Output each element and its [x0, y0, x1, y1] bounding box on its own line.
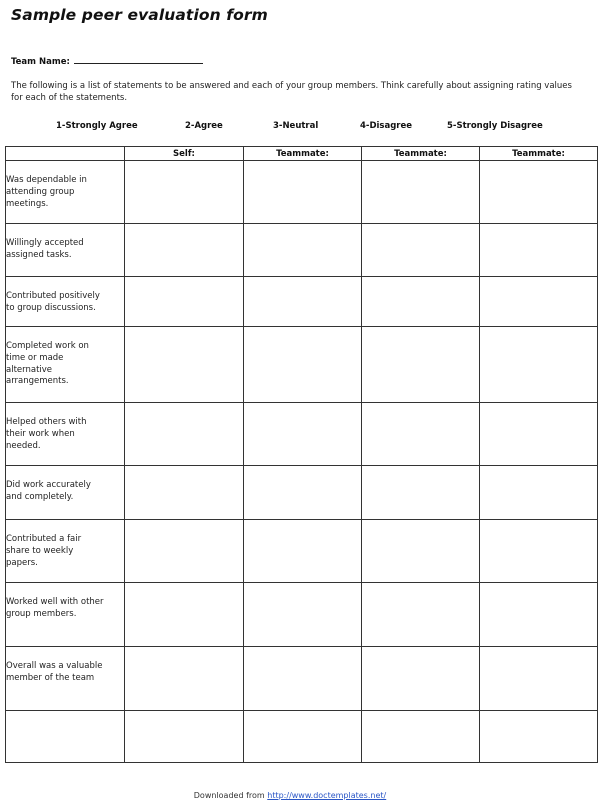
team-name-row	[11, 55, 203, 67]
statement-text: Contributed positively to group discussions.	[6, 291, 100, 313]
rating-self-cell[interactable]	[125, 647, 244, 711]
table-row	[6, 224, 598, 277]
table-row	[6, 520, 598, 583]
statement-cell	[6, 327, 125, 403]
rating-teammate-2-cell[interactable]	[362, 466, 480, 520]
scale-agree: 2-Agree	[185, 121, 223, 131]
table-row	[6, 583, 598, 647]
statement-text: Overall was a valuable member of the team	[6, 661, 103, 683]
header-statement	[6, 147, 125, 161]
rating-self-cell[interactable]	[125, 277, 244, 327]
statement-text	[6, 711, 106, 725]
page-bottom-margin	[0, 763, 600, 788]
evaluation-table	[5, 146, 598, 763]
statement-text: Contributed a fair share to weekly papers.	[6, 534, 82, 568]
statement-cell	[6, 161, 125, 224]
header-self: Self:	[125, 147, 244, 161]
footer-prefix: Downloaded from	[193, 791, 265, 800]
rating-teammate-1-cell[interactable]	[244, 583, 362, 647]
table-row	[6, 161, 598, 224]
table-row	[6, 327, 598, 403]
rating-teammate-3-cell[interactable]	[480, 583, 598, 647]
statement-cell	[6, 647, 125, 711]
rating-teammate-3-cell[interactable]	[480, 277, 598, 327]
team-name-field[interactable]	[74, 55, 203, 64]
table-row	[6, 403, 598, 466]
table-row	[6, 277, 598, 327]
rating-teammate-2-cell[interactable]	[362, 224, 480, 277]
statement-text: Was dependable in attending group meetings.	[6, 175, 87, 209]
rating-teammate-1-cell[interactable]	[244, 327, 362, 403]
rating-teammate-2-cell[interactable]	[362, 277, 480, 327]
statement-text: Helped others with their work when needed.	[6, 417, 87, 451]
rating-teammate-3-cell[interactable]	[480, 647, 598, 711]
rating-teammate-2-cell[interactable]	[362, 520, 480, 583]
scale-disagree: 4-Disagree	[360, 121, 413, 131]
rating-teammate-3-cell[interactable]	[480, 224, 598, 277]
rating-teammate-1-cell[interactable]	[244, 224, 362, 277]
rating-teammate-2-cell[interactable]	[362, 711, 480, 763]
rating-teammate-3-cell[interactable]	[480, 327, 598, 403]
rating-teammate-2-cell[interactable]	[362, 161, 480, 224]
page-title: Sample peer evaluation form	[11, 6, 268, 24]
rating-teammate-3-cell[interactable]	[480, 520, 598, 583]
footer	[0, 791, 580, 800]
rating-teammate-2-cell[interactable]	[362, 403, 480, 466]
rating-teammate-3-cell[interactable]	[480, 403, 598, 466]
scale-strongly-agree: 1-Strongly Agree	[56, 121, 138, 131]
rating-teammate-1-cell[interactable]	[244, 466, 362, 520]
rating-teammate-3-cell[interactable]	[480, 711, 598, 763]
table-row	[6, 466, 598, 520]
statement-cell	[6, 466, 125, 520]
rating-teammate-2-cell[interactable]	[362, 583, 480, 647]
statement-cell	[6, 711, 125, 763]
rating-self-cell[interactable]	[125, 466, 244, 520]
statement-cell	[6, 403, 125, 466]
scale-strongly-disagree: 5-Strongly Disagree	[447, 121, 543, 131]
rating-self-cell[interactable]	[125, 161, 244, 224]
rating-teammate-1-cell[interactable]	[244, 161, 362, 224]
header-teammate-1: Teammate:	[244, 147, 362, 161]
table-row	[6, 711, 598, 763]
statement-text: Worked well with other group members.	[6, 597, 104, 619]
header-teammate-2: Teammate:	[362, 147, 480, 161]
footer-link[interactable]: http://www.doctemplates.net/	[267, 791, 387, 800]
rating-teammate-2-cell[interactable]	[362, 647, 480, 711]
statement-text: Willingly accepted assigned tasks.	[6, 238, 84, 260]
header-teammate-3: Teammate:	[480, 147, 598, 161]
rating-self-cell[interactable]	[125, 583, 244, 647]
rating-self-cell[interactable]	[125, 403, 244, 466]
statement-cell	[6, 224, 125, 277]
scale-neutral: 3-Neutral	[273, 121, 319, 131]
rating-teammate-2-cell[interactable]	[362, 327, 480, 403]
rating-self-cell[interactable]	[125, 327, 244, 403]
statement-cell	[6, 277, 125, 327]
rating-teammate-3-cell[interactable]	[480, 466, 598, 520]
rating-teammate-3-cell[interactable]	[480, 161, 598, 224]
statement-cell	[6, 583, 125, 647]
rating-self-cell[interactable]	[125, 711, 244, 763]
rating-self-cell[interactable]	[125, 224, 244, 277]
table-row	[6, 647, 598, 711]
statement-text: Completed work on time or made alternative arrangements.	[6, 341, 89, 387]
statement-text: Did work accurately and completely.	[6, 480, 91, 502]
intro-text: The following is a list of statements to be answered and each of your group members. Think carefully about assigning rating values for each of the statements.	[11, 81, 572, 103]
rating-teammate-1-cell[interactable]	[244, 711, 362, 763]
rating-teammate-1-cell[interactable]	[244, 277, 362, 327]
rating-teammate-1-cell[interactable]	[244, 647, 362, 711]
statement-cell	[6, 520, 125, 583]
rating-self-cell[interactable]	[125, 520, 244, 583]
rating-teammate-1-cell[interactable]	[244, 520, 362, 583]
table-header-row	[6, 147, 598, 161]
rating-teammate-1-cell[interactable]	[244, 403, 362, 466]
team-name-label: Team Name:	[11, 57, 70, 67]
